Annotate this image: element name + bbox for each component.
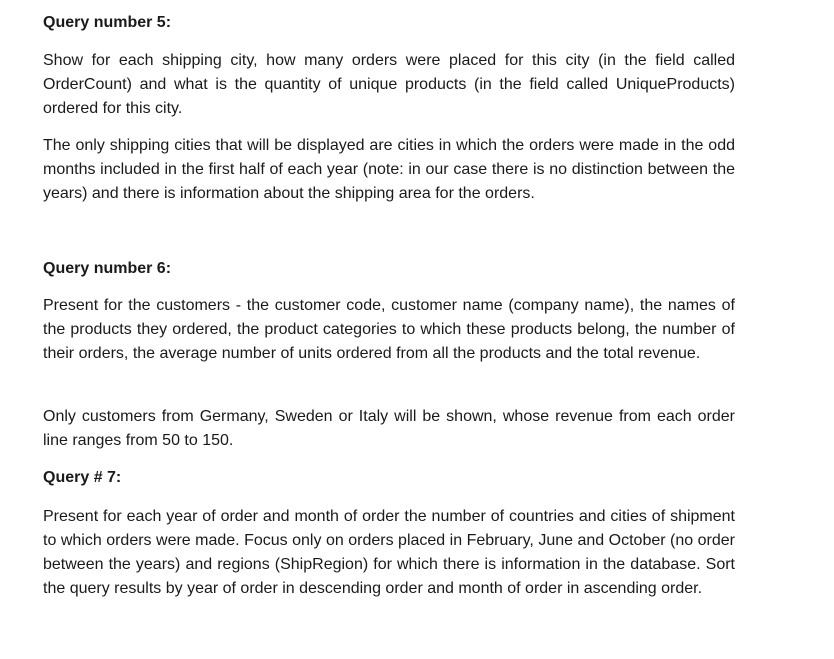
query-5-condition: The only shipping cities that will be displayed are cities in which the orders were made in the odd months included in the first half of each year (note: in our case there is no distinction between the years) and there is information about the shipping area for the orders. bbox=[43, 137, 735, 202]
query-7-heading: Query # 7: bbox=[43, 469, 122, 486]
query-6-description: Present for the customers - the customer code, customer name (company name), the names of the products they ordered, the product categories to which these products belong, the number of their orders, the average number of units ordered from all the products and the total revenue. bbox=[43, 297, 735, 362]
query-6-condition: Only customers from Germany, Sweden or Italy will be shown, whose revenue from each order line ranges from 50 to 150. bbox=[43, 408, 735, 449]
query-5-description: Show for each shipping city, how many orders were placed for this city (in the field called OrderCount) and what is the quantity of unique products (in the field called UniqueProducts) ordered for this city. bbox=[43, 52, 735, 117]
query-5-heading: Query number 5: bbox=[43, 14, 172, 31]
query-6-heading: Query number 6: bbox=[43, 260, 172, 277]
query-7-description: Present for each year of order and month of order the number of countries and cities of shipment to which orders were made. Focus only on orders placed in February, June and October (no order between the years) and regions (ShipRegion) for which there is information in the database. Sort the query results by year of order in descending order and month of order in ascending order. bbox=[43, 508, 735, 597]
